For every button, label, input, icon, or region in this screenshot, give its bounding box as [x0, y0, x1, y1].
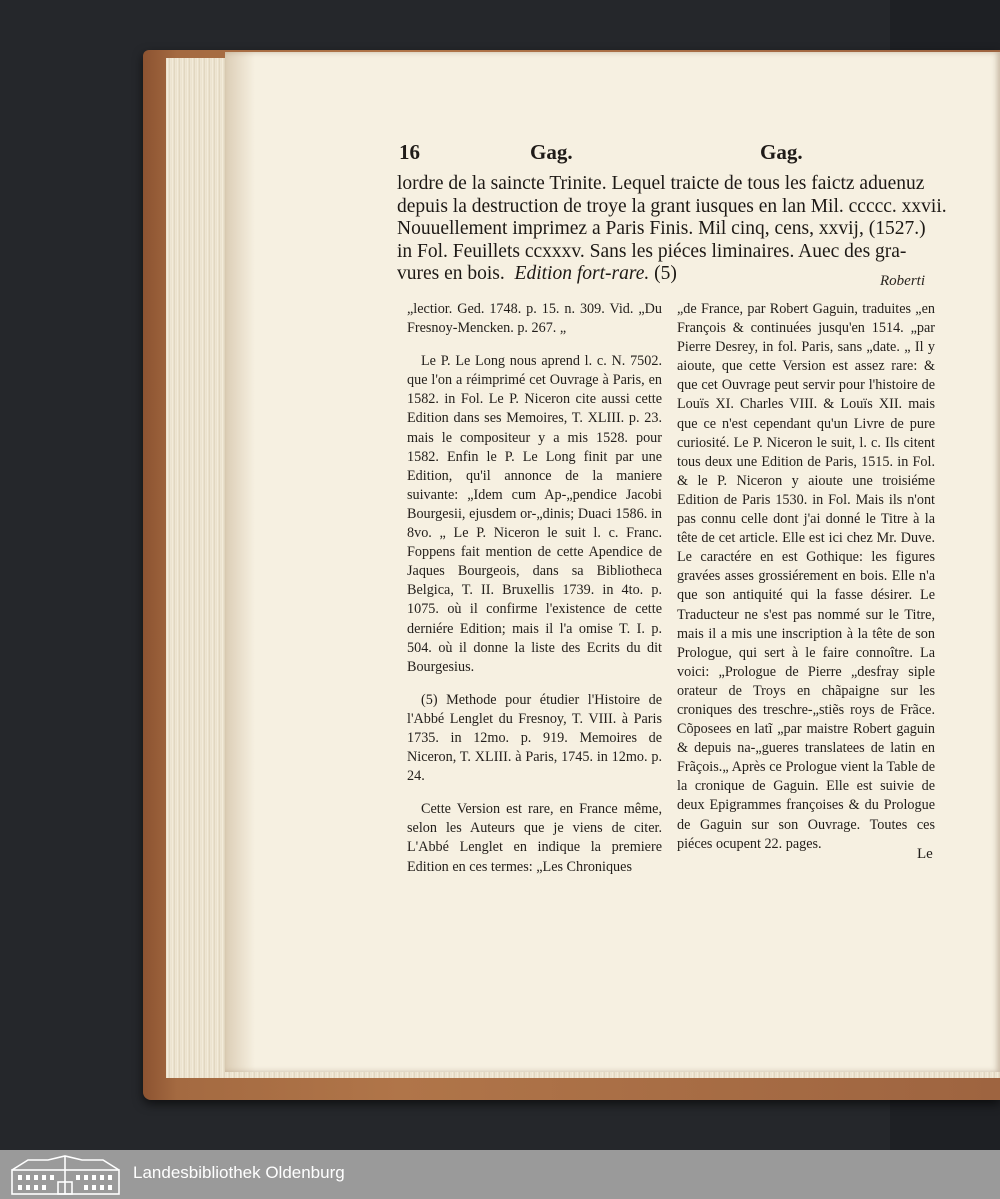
gothic-line: in Fol. Feuillets ccxxxv. Sans les piéces liminaires. Auec des gra-: [397, 240, 907, 262]
page-number: 16: [399, 140, 420, 164]
gothic-line-last: [397, 263, 932, 286]
catchword-bottom: Le: [917, 846, 933, 862]
library-name: Landesbibliothek Oldenburg: [133, 1163, 345, 1182]
right-column: [677, 300, 935, 868]
gothic-line: depuis la destruction de troye la grant iusques en lan Mil. ccccc. xxvii.: [397, 195, 947, 217]
catchword-top: Roberti: [880, 273, 925, 289]
right-paragraph-1: „de France, par Robert Gaguin, traduites „en François & continuées jusqu'en 1514. „par Pierre Desrey, in fol. Paris, sans „date. „ Il y aioute, que cette Version est assez rare: & que cet Ouvrage peut servir pour l'histoire de Louïs XI. Charles VIII. & Louïs XII. mais que ce n'est cependant qu'un Livre de pure curiosité. Le P. Niceron le suit, l. c. Ils citent tous deux une Edition de Paris, 1515. in Fol. & le P. Niceron y aioute une troisiéme Edition de Paris 1530. in Fol. Mais ils n'ont pas connu celle dont j'ai donné le Titre à la tête de cet article. Elle est ici chez Mr. Duve. Le caractére en est Gothique: les figures gravées asses grossiérement en bois. Elle n'a que son antiquité qui la fasse désirer. Le Traducteur ne s'est pas nommé sur le Titre, mais il a mis une inscription à la tête de son Prologue, qui sert à le faire connoître. La voici: „Prologue de Pierre „desfray siple orateur de Troys en chãpaigne sur les croniques des treschre-„stiẽs roys de Frãce. Cõposees en latĩ „par maistre Robert gaguin & depuis na-„gueres translatees de latin en Frãçois.„ Après ce Prologue vient la Table de la cronique de Gaguin. Elle est suivie de deux Epigrammes françoises & du Prologue de Gaguin sur son Ouvrage. Toutes ces piéces ocupent 22. pages.: [677, 301, 935, 852]
footer-bar: [0, 1150, 1000, 1199]
left-paragraph-4: Cette Version est rare, en France même, selon les Auteurs que je viens de citer. L'Abbé Lenglet en indique la premiere Edition en ces termes: „Les Chroniques: [407, 801, 662, 875]
left-column: [407, 300, 662, 891]
running-head-left: Gag.: [530, 140, 573, 164]
left-paragraph-1: „lectior. Ged. 1748. p. 15. n. 309. Vid. „Du Fresnoy-Mencken. p. 267. „: [407, 301, 662, 337]
rarity-note: Edition fort-rare.: [514, 263, 650, 284]
footnote-5: (5) Methode pour étudier l'Histoire de l'Abbé Lenglet du Fresnoy, T. VIII. à Paris 1735. in 12mo. p. 919. Memoires de Niceron, T. XLIII. à Paris, 1745. in 12mo. p. 24.: [407, 691, 662, 785]
running-head-right: Gag.: [760, 140, 803, 164]
gothic-line: Nouuellement imprimez a Paris Finis. Mil cinq, cens, xxvij, (1527.): [397, 218, 926, 239]
gothic-line: lordre de la saincte Trinite. Lequel traicte de tous les faictz aduenuz: [397, 173, 925, 194]
library-building-icon: [8, 1154, 123, 1196]
gothic-last-text: vures en bois.: [397, 263, 505, 284]
gothic-title-block: [397, 173, 947, 286]
footnote-marker: (5): [654, 263, 677, 284]
left-paragraph-2: Le P. Le Long nous aprend l. c. N. 7502. que l'on a réimprimé cet Ouvrage à Paris, en 1582. in Fol. Le P. Niceron cite aussi cette Edition dans ses Memoires, T. XLIII. p. 23. mais le compositeur y a mis 1528. pour 1582. Enfin le P. Le Long finit par une Edition, qu'il annonce de la maniere suivante: „Idem cum Ap-„pendice Jacobi Bourgesii, ejusdem or-„dinis; Duaci 1586. in 8vo. „ Le P. Niceron le suit l. c. Franc. Foppens fait mention de cette Apendice de Jaques Bourgeois, dans sa Bibliotheca Belgica, T. II. Bruxellis 1739. in 4to. p. 1075. où il confirme l'existence de cette derniére Edition; mais il l'a omise T. I. p. 504. où il donne la liste des Ecrits du dit Bourgesius.: [407, 353, 662, 675]
page-gutter-shadow: [225, 52, 255, 1072]
